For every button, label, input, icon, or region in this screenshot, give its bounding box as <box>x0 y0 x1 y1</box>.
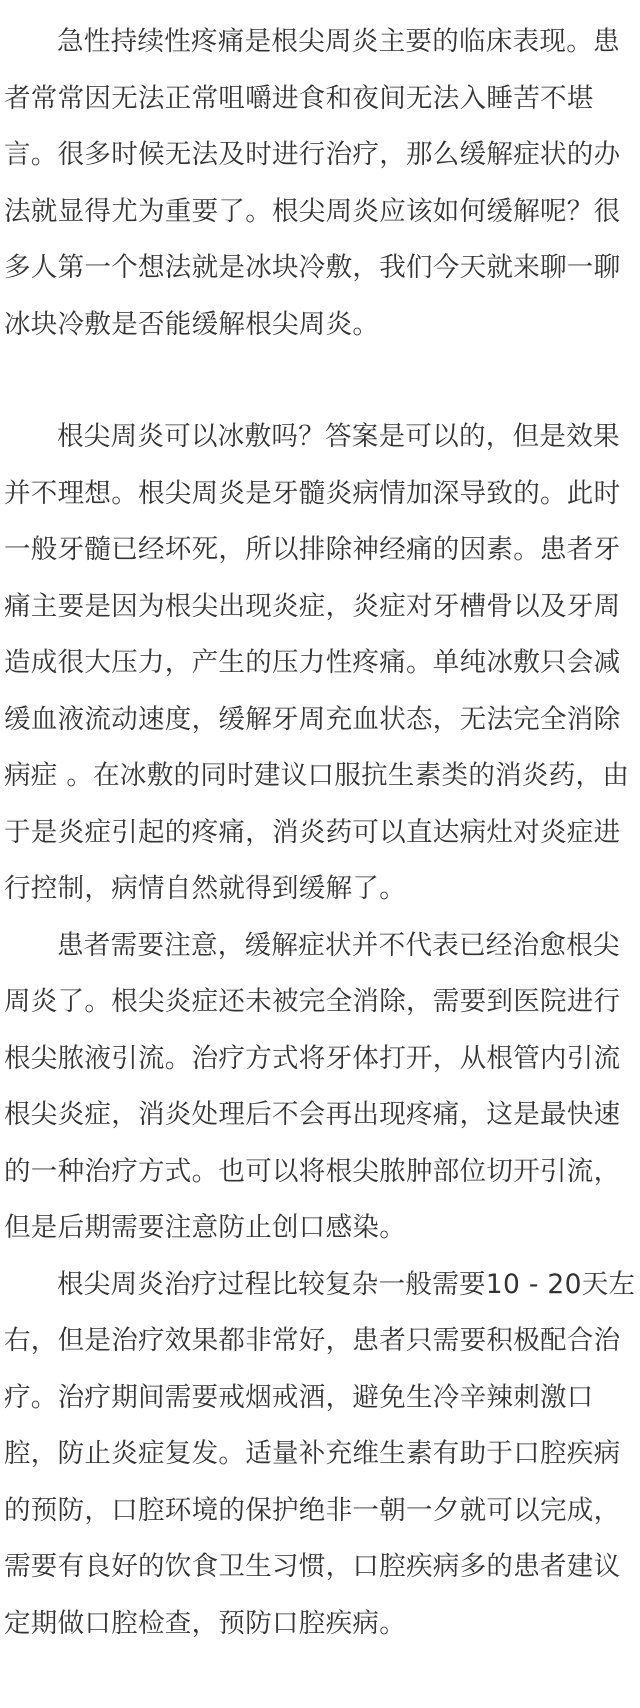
paragraph-treatment-note: 患者需要注意，缓解症状并不代表已经治愈根尖周炎了。根尖炎症还未被完全消除，需要到医院进行根尖脓液引流。治疗方式将牙体打开，从根管内引流根尖炎症，消炎处理后不会再出现疼痛，这是最快速的一种治疗方式。也可以将根尖脓肿部位切开引流，但是后期需要注意防止创口感染。 <box>4 929 621 1243</box>
paragraph-ice-compress: 根尖周炎可以冰敷吗？答案是可以的，但是效果并不理想。根尖周炎是牙髓炎病情加深导致的。此时一般牙髓已经坏死，所以排除神经痛的因素。患者牙痛主要是因为根尖出现炎症，炎症对牙槽骨以及牙周造成很大压力，产生的压力性疼痛。单纯冰敷只会减缓血液流动速度，缓解牙周充血状态，无法完全消除病症 。在冰敷的同时建议口服抗生素类的消炎药，由于是炎症引起的疼痛，消炎药可以直达病灶对炎症进行控制，病情自然就得到缓解了。 <box>4 421 630 904</box>
paragraph-intro: 急性持续性疼痛是根尖周炎主要的临床表现。患者常常因无法正常咀嚼进食和夜间无法入睡苦不堪言。很多时候无法及时进行治疗，那么缓解症状的办法就显得尤为重要了。根尖周炎应该如何缓解呢？很多人第一个想法就是冰块冷敷，我们今天就来聊一聊冰块冷敷是否能缓解根尖周炎。 <box>4 26 621 340</box>
paragraph-treatment-duration: 根尖周炎治疗过程比较复杂一般需要10 - 20天左右，但是治疗效果都非常好，患者只需要积极配合治疗。治疗期间需要戒烟戒酒，避免生冷辛辣刺激口腔，防止炎症复发。适量补充维生素有助于口腔疾病的预防，口腔环境的保护绝非一朝一夕就可以完成，需要有良好的饮食卫生习惯，口腔疾病多的患者建议定期做口腔检查，预防口腔疾病。 <box>4 1268 636 1639</box>
